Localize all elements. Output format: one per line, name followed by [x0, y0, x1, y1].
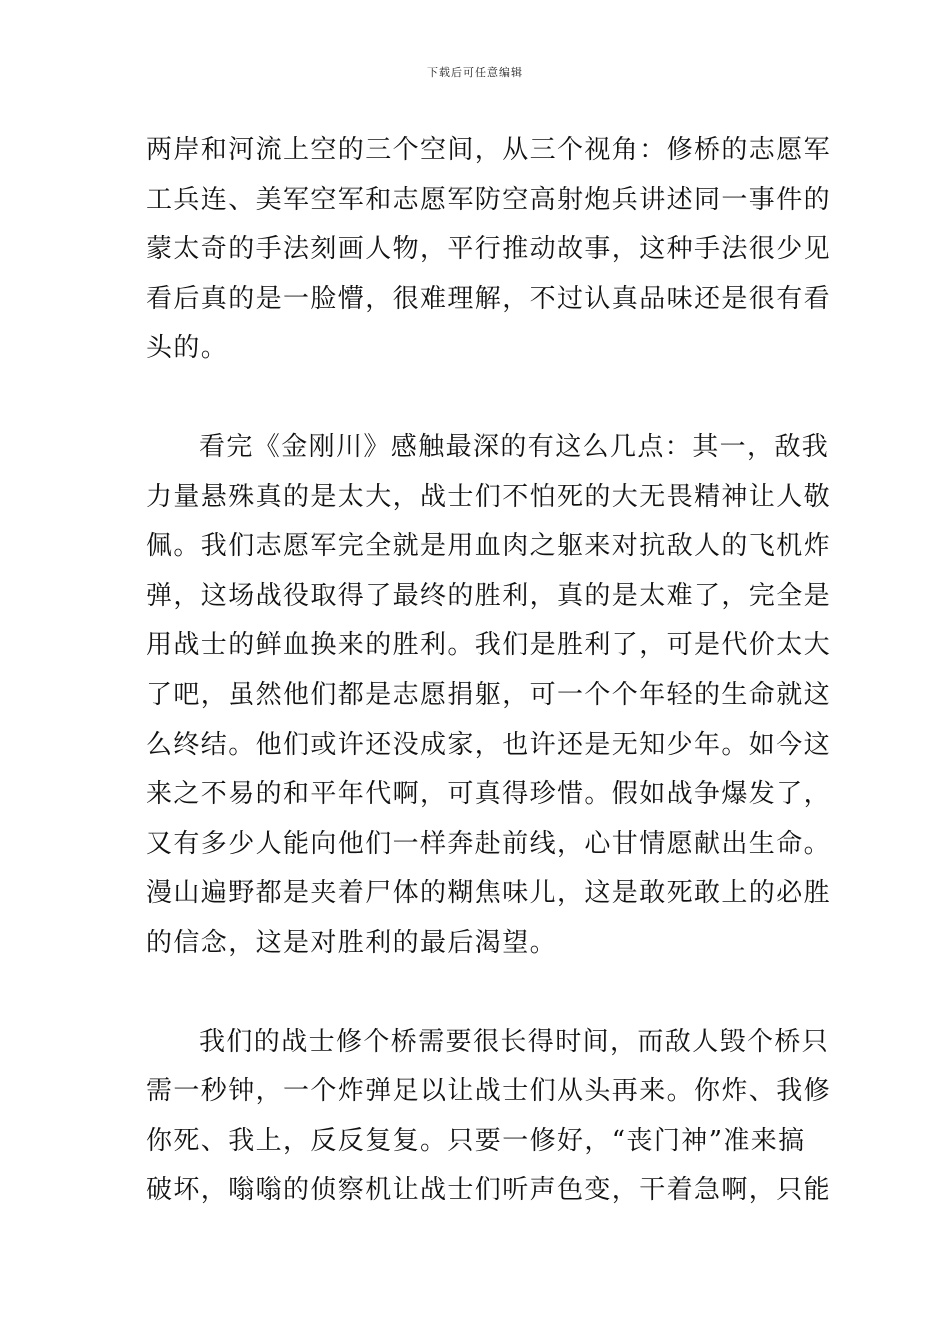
text-line: 我们的战士修个桥需要很长得时间，而敌人毁个桥只 — [199, 1026, 830, 1057]
text-line: 又有多少人能向他们一样奔赴前线，心甘情愿献出生命。 — [146, 828, 832, 859]
text-line: 工兵连、美军空军和志愿军防空高射炮兵讲述同一事件的 — [146, 184, 832, 215]
text-line: 力量悬殊真的是太大，战士们不怕死的大无畏精神让人敬 — [146, 481, 832, 512]
text-line: 蒙太奇的手法刻画人物，平行推动故事，这种手法很少见 — [146, 234, 832, 265]
document-body — [146, 126, 832, 1216]
text-line: 破坏，嗡嗡的侦察机让战士们听声色变，干着急啊，只能 — [146, 1175, 832, 1206]
text-line: 用战士的鲜血换来的胜利。我们是胜利了，可是代价太大 — [146, 630, 832, 661]
text-line: 看完《金刚川》感触最深的有这么几点：其一，敌我 — [199, 431, 830, 462]
paragraph-2 — [146, 423, 832, 969]
paragraph-3 — [146, 1018, 832, 1216]
text-line: 么终结。他们或许还没成家，也许还是无知少年。如今这 — [146, 729, 832, 760]
paragraph-spacer — [146, 374, 814, 423]
text-line: 需一秒钟，一个炸弹足以让战士们从头再来。你炸、我修 — [146, 1076, 832, 1107]
text-line: 你死、我上，反反复复。只要一修好，“丧门神”准来搞 — [146, 1125, 806, 1156]
text-line: 佩。我们志愿军完全就是用血肉之躯来对抗敌人的飞机炸 — [146, 531, 832, 562]
text-line: 的信念，这是对胜利的最后渴望。 — [146, 927, 558, 958]
text-line: 了吧，虽然他们都是志愿捐躯，可一个个年轻的生命就这 — [146, 679, 832, 710]
text-line: 两岸和河流上空的三个空间，从三个视角：修桥的志愿军 — [146, 135, 832, 165]
paragraph-1 — [146, 126, 832, 374]
text-line: 头的。 — [146, 333, 229, 364]
text-line: 看后真的是一脸懵，很难理解，不过认真品味还是很有看 — [146, 283, 832, 314]
text-line: 漫山遍野都是夹着尸体的糊焦味儿，这是敢死敢上的必胜 — [146, 878, 832, 909]
paragraph-spacer — [146, 969, 814, 1018]
page-header: 下载后可任意编辑 — [427, 66, 523, 79]
text-line: 来之不易的和平年代啊，可真得珍惜。假如战争爆发了， — [146, 779, 832, 810]
text-line: 弹，这场战役取得了最终的胜利，真的是太难了，完全是 — [146, 580, 832, 611]
